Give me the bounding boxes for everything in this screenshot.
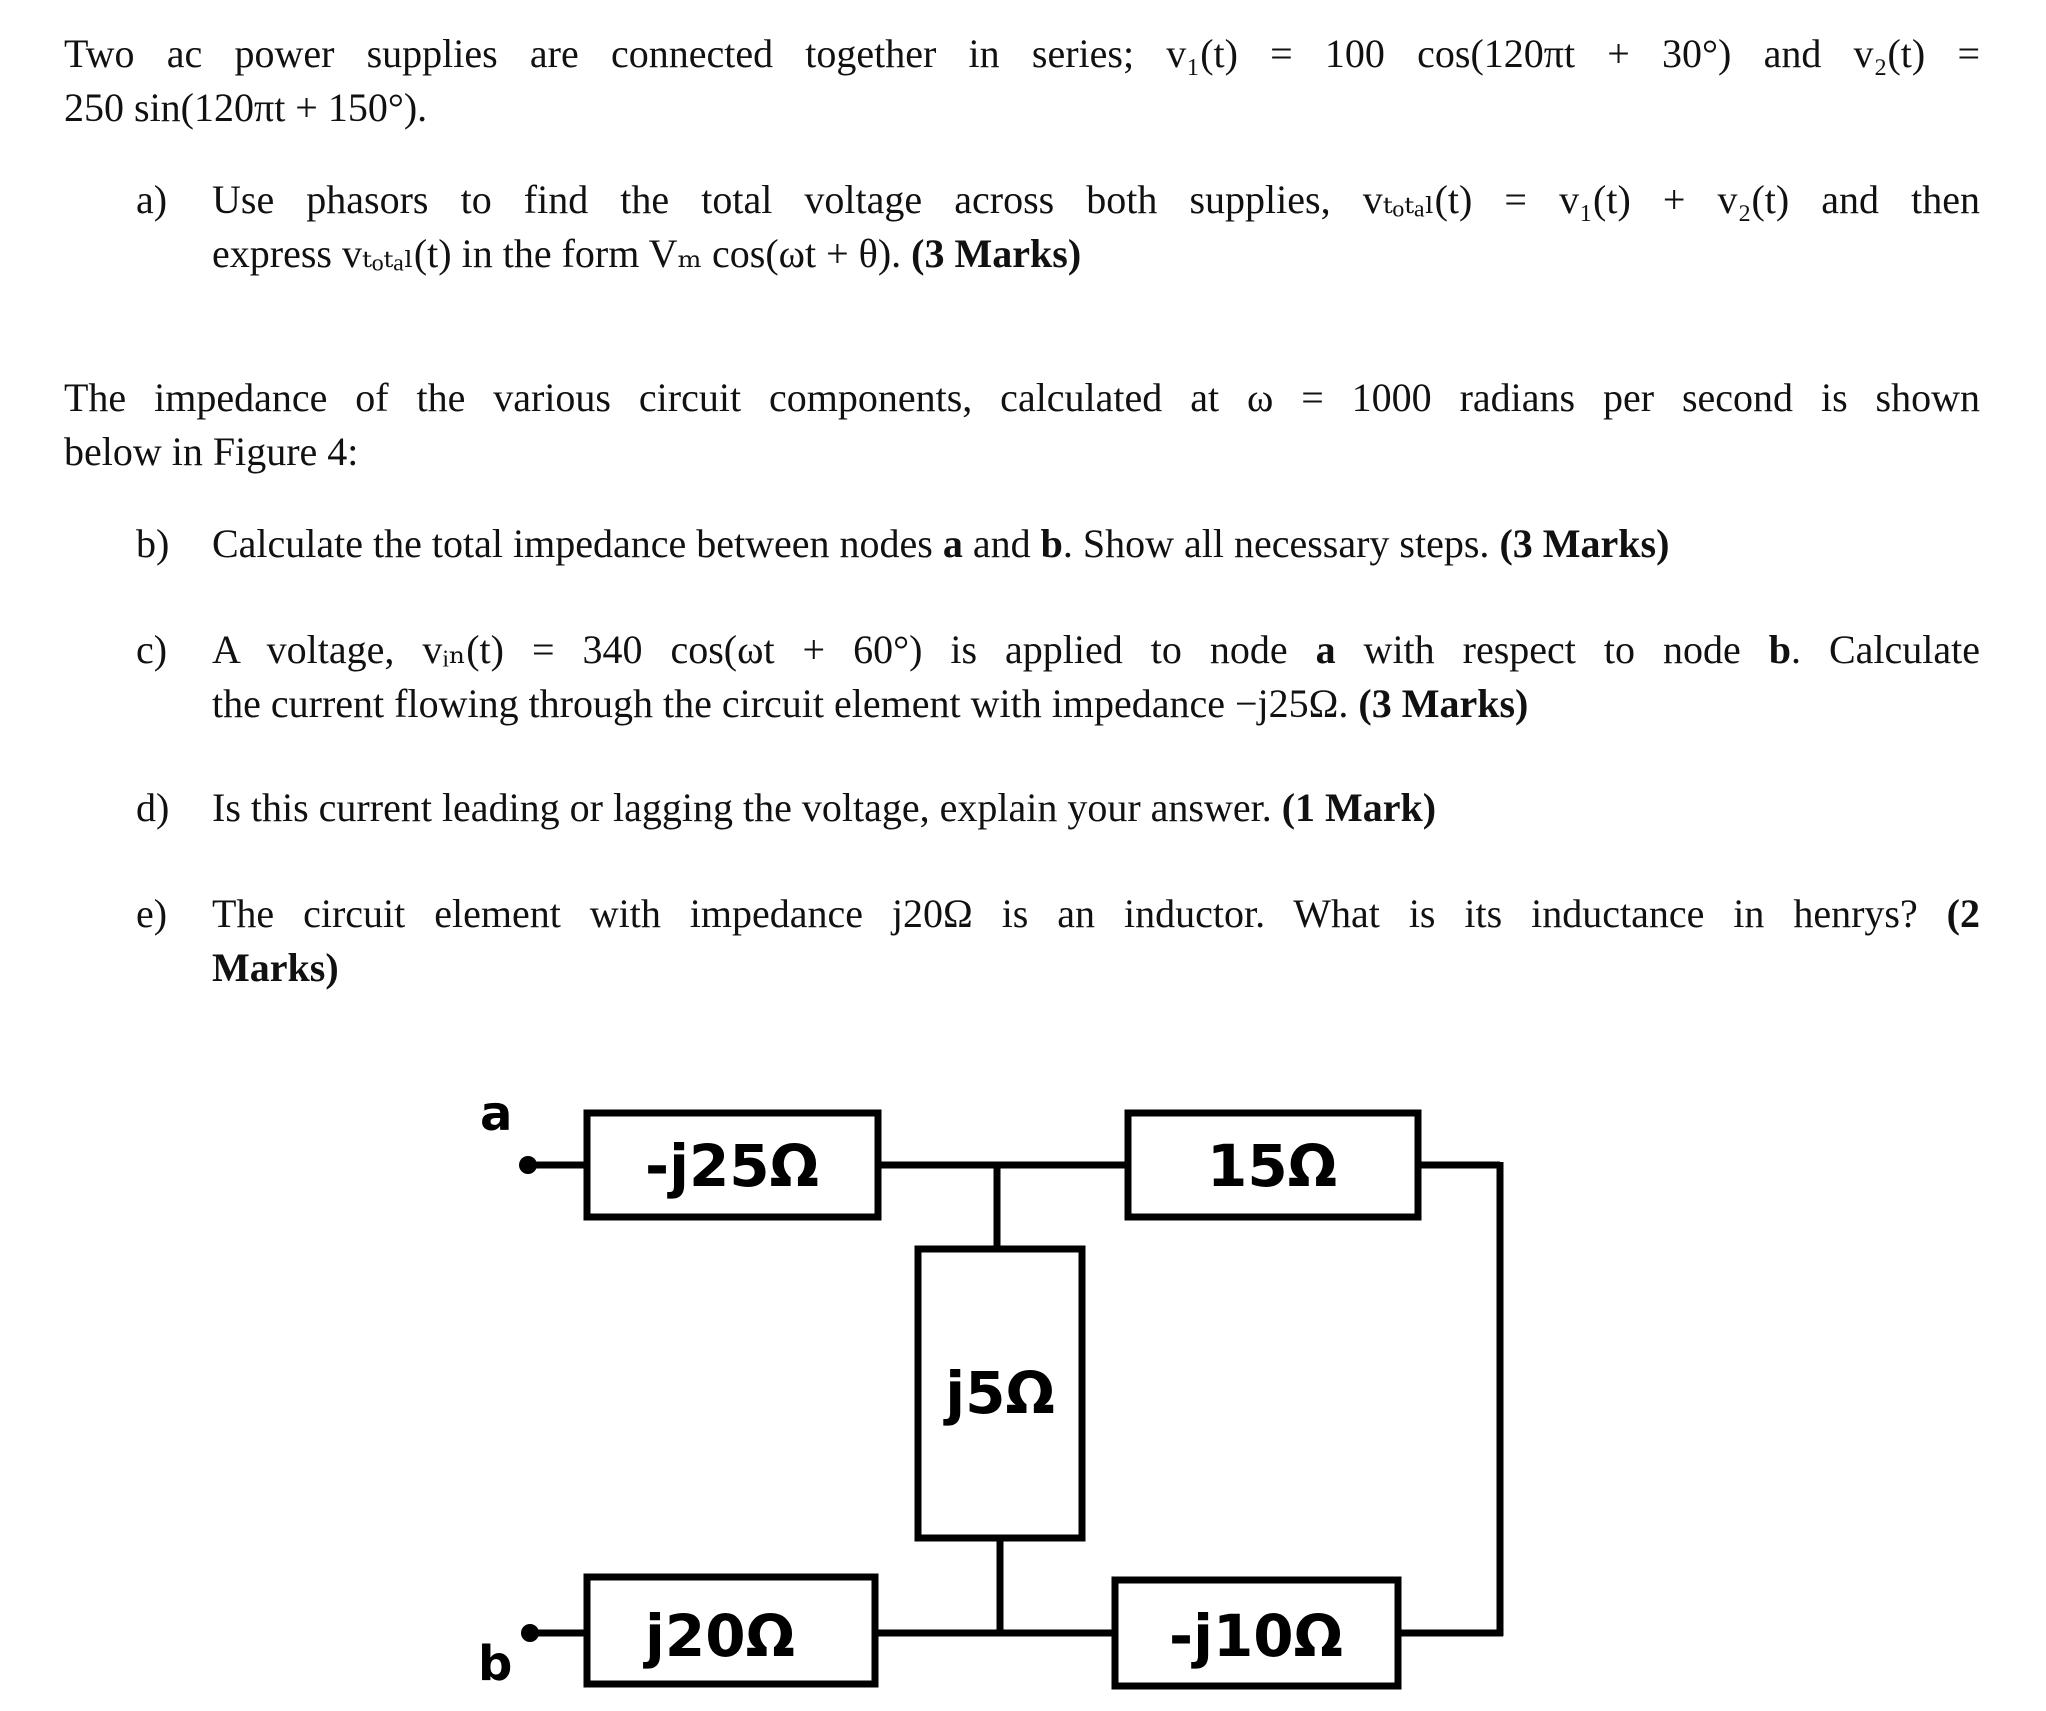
part-a-label: a) (136, 177, 168, 222)
part-b-text-3: . Show all necessary steps. (1062, 521, 1500, 566)
part-c-text-1: A voltage, vᵢₙ(t) = 340 cos(ωt + 60°) is applied to node (212, 627, 1316, 672)
impedance-label-top-left: -j25Ω (645, 1132, 819, 1200)
part-c-label: c) (136, 627, 168, 672)
impedance-intro-line-1: The impedance of the various circuit components, calculated at ω = 1000 radians per second is shown (64, 375, 1980, 420)
node-a-label: a (480, 1086, 513, 1142)
node-a-terminal (519, 1156, 537, 1174)
part-a-marks: (3 Marks) (911, 231, 1082, 276)
part-b-text-1: Calculate the total impedance between nodes (212, 521, 943, 566)
part-c-marks: (3 Marks) (1358, 681, 1529, 726)
node-b-terminal (521, 1624, 539, 1642)
part-e-line-1-text: The circuit element with impedance j20Ω is an inductor. What is its inductance in henrys? (212, 891, 1947, 936)
part-c-node-b: b (1768, 627, 1791, 672)
part-d-marks: (1 Mark) (1281, 785, 1437, 830)
node-b-label: b (478, 1636, 513, 1692)
part-b-text-2: and (962, 521, 1041, 566)
part-e-marks-2: Marks) (212, 945, 339, 990)
intro-line-2: 250 sin(120πt + 150°). (64, 85, 428, 130)
impedance-label-top-right: 15Ω (1206, 1132, 1338, 1200)
impedance-label-middle: j5Ω (945, 1359, 1055, 1427)
part-b-node-a: a (942, 521, 963, 566)
impedance-label-bottom-right: -j10Ω (1169, 1602, 1343, 1670)
part-e-label: e) (136, 891, 168, 936)
impedance-intro-line-2: below in Figure 4: (64, 429, 359, 474)
part-a-line-1: Use phasors to find the total voltage across both supplies, vₜₒₜₐₗ(t) = v₁(t) + v₂(t) and then (212, 177, 1980, 222)
part-d-label: d) (136, 785, 170, 830)
part-b-marks: (3 Marks) (1499, 521, 1670, 566)
part-a-line-2-text: express vₜₒₜₐₗ(t) in the form Vₘ cos(ωt + θ). (212, 231, 902, 276)
part-c-text-3: . Calculate (1790, 627, 1980, 672)
part-e-marks-1: (2 (1946, 891, 1980, 936)
impedance-label-bottom-left: j20Ω (645, 1602, 795, 1670)
part-b-node-b: b (1040, 521, 1063, 566)
part-d-text-body: Is this current leading or lagging the voltage, explain your answer. (212, 785, 1282, 830)
part-c-text-2: with respect to node (1335, 627, 1769, 672)
part-b-label: b) (136, 521, 170, 566)
intro-line-1: Two ac power supplies are connected together in series; v₁(t) = 100 cos(120πt + 30°) and v₂(t) = (64, 31, 1980, 76)
part-c-line-2-text: the current flowing through the circuit element with impedance −j25Ω. (212, 681, 1359, 726)
part-c-node-a: a (1315, 627, 1336, 672)
